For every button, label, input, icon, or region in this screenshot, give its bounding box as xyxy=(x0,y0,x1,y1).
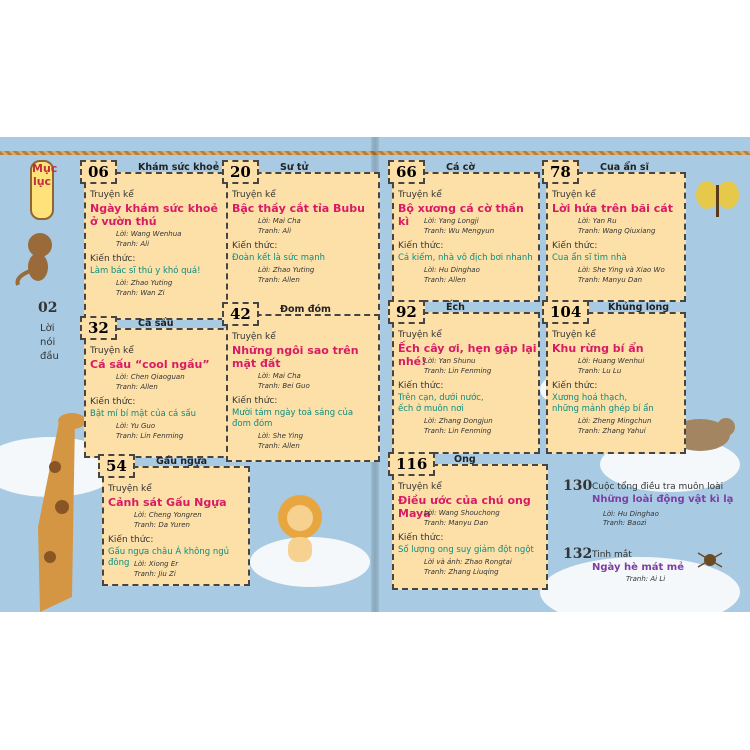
knowledge-title: Mười tám ngày toả sáng của xyxy=(232,408,354,418)
credit: Lời: Zhao Yuting xyxy=(116,279,173,287)
story-label: Truyện kể xyxy=(108,484,152,494)
credit: Tranh: Wan Zi xyxy=(116,289,165,297)
page-number: 54 xyxy=(98,454,135,478)
page-number: 66 xyxy=(388,160,425,184)
knowledge-label: Kiến thức: xyxy=(90,254,136,264)
story-label: Truyện kể xyxy=(90,346,134,356)
toc-title: Mục lục xyxy=(32,162,58,188)
category-label: Ếch xyxy=(446,302,465,313)
credit: Tranh: Wang Qiuxiang xyxy=(578,227,656,235)
toc-card-20[interactable] xyxy=(226,162,380,320)
category-label: Cá sấu xyxy=(138,318,174,329)
knowledge-label: Kiến thức: xyxy=(398,533,444,543)
page-number: 92 xyxy=(388,300,425,324)
credit: Tranh: Lu Lu xyxy=(578,367,622,375)
knowledge-label: Kiến thức: xyxy=(552,241,598,251)
credit: Tranh: Jiu Zi xyxy=(134,570,176,578)
category-label: Ong xyxy=(454,454,476,465)
knowledge-label: Kiến thức: xyxy=(232,241,278,251)
intro-label-line: đầu xyxy=(40,351,59,362)
story-label: Truyện kể xyxy=(398,190,442,200)
story-title: ở vườn thú xyxy=(90,215,157,228)
credit: Lời: Mai Cha xyxy=(258,217,301,225)
knowledge-label: Kiến thức: xyxy=(108,535,154,545)
toc-card-06[interactable] xyxy=(84,162,234,320)
story-title: mặt đất xyxy=(232,357,281,370)
knowledge-label: Kiến thức: xyxy=(398,381,444,391)
knowledge-title: Đoàn kết là sức mạnh xyxy=(232,253,325,263)
toc-card-66[interactable] xyxy=(392,162,540,302)
credit: Tranh: Wu Mengyun xyxy=(424,227,495,235)
entry-label: Tinh mắt xyxy=(592,550,632,560)
story-title: Ếch cây ơi, hẹn gặp lại nhé! xyxy=(398,342,537,368)
credit: Lời: Zhao Yuting xyxy=(258,266,315,274)
toc-card-32[interactable] xyxy=(84,318,234,458)
story-label: Truyện kể xyxy=(232,332,276,342)
knowledge-title: Gấu ngựa châu Á không ngủ đông xyxy=(108,547,230,568)
credit: Tranh: Da Yuren xyxy=(134,521,190,529)
page-number: 78 xyxy=(542,160,579,184)
credit: Tranh: Manyu Dan xyxy=(424,519,489,527)
story-label: Truyện kể xyxy=(90,190,134,200)
credit: Lời và ảnh: Zhao Rongtai xyxy=(424,558,512,566)
credit: Lời: Yu Guo xyxy=(116,422,156,430)
knowledge-title: đom đóm xyxy=(232,419,273,429)
credit: Lời: Wang Shouchong xyxy=(424,509,500,517)
credit: Tranh: Allen xyxy=(424,276,466,284)
entry-number: 132 xyxy=(563,546,593,562)
category-label: Gấu ngựa xyxy=(156,456,208,467)
credit: Tranh: Ali xyxy=(258,227,292,235)
entry-credit: Tranh: Ai Li xyxy=(626,575,666,583)
credit: Lời: Huang Wenhui xyxy=(578,357,645,365)
story-label: Truyện kể xyxy=(398,482,442,492)
story-title: Cảnh sát Gấu Ngựa xyxy=(108,496,227,509)
credit: Lời: Hu Dinghao xyxy=(424,266,480,274)
intro-label-line: Lời xyxy=(40,323,55,334)
credit: Tranh: Zhang Liuqing xyxy=(424,568,499,576)
credit: Tranh: Zhang Yahui xyxy=(578,427,646,435)
credit: Tranh: Ali xyxy=(116,240,150,248)
knowledge-title: Bật mí bí mật của cá sấu xyxy=(90,409,196,419)
spider-illustration xyxy=(695,545,725,575)
category-label: Khủng long xyxy=(608,302,670,313)
knowledge-label: Kiến thức: xyxy=(90,397,136,407)
category-label: Khám sức khoẻ xyxy=(138,162,220,173)
credit: Tranh: Allen xyxy=(116,383,158,391)
story-title: Bậc thầy cắt tỉa Bubu xyxy=(232,202,365,215)
toc-card-78[interactable] xyxy=(546,162,686,302)
category-label: Sư tử xyxy=(280,162,309,173)
page-number: 20 xyxy=(222,160,259,184)
story-title: Những ngôi sao trên xyxy=(232,344,359,357)
entry-label: Cuộc tổng điều tra muôn loài xyxy=(592,482,724,492)
story-label: Truyện kể xyxy=(552,330,596,340)
story-title: Bộ xương cá cờ thần kì xyxy=(398,202,524,228)
credit: Tranh: Lin Fenming xyxy=(116,432,184,440)
category-label: Cá cờ xyxy=(446,162,475,173)
knowledge-label: Kiến thức: xyxy=(232,396,278,406)
intro-number: 02 xyxy=(38,300,58,316)
credit: Lời: Chen Qiaoguan xyxy=(116,373,185,381)
credit: Tranh: Bei Guo xyxy=(258,382,310,390)
credit: Lời: Mai Cha xyxy=(258,372,301,380)
page-number: 06 xyxy=(80,160,117,184)
page-number: 116 xyxy=(388,452,435,476)
credit: Lời: She Ying và Xiao Wo xyxy=(578,266,665,274)
lion-illustration xyxy=(270,492,330,567)
story-label: Truyện kể xyxy=(232,190,276,200)
page-number: 104 xyxy=(542,300,589,324)
entry-credit: Lời: Hu Dinghao xyxy=(603,510,659,518)
credit: Tranh: Lin Fenming xyxy=(424,427,492,435)
credit: Tranh: Lin Fenming xyxy=(424,367,492,375)
credit: Lời: Yan Shunu xyxy=(424,357,476,365)
story-title: Lời hứa trên bãi cát xyxy=(552,202,673,215)
category-label: Cua ẩn sĩ xyxy=(600,162,649,173)
toc-card-116[interactable] xyxy=(392,454,548,590)
story-label: Truyện kể xyxy=(398,330,442,340)
toc-card-54[interactable] xyxy=(102,456,250,586)
page-number: 32 xyxy=(80,316,117,340)
knowledge-title: Xương hoá thạch, xyxy=(552,393,628,403)
knowledge-label: Kiến thức: xyxy=(398,241,444,251)
credit: Lời: Zheng Mingchun xyxy=(578,417,652,425)
knowledge-label: Kiến thức: xyxy=(552,381,598,391)
story-label: Truyện kể xyxy=(552,190,596,200)
story-title: Khu rừng bí ẩn xyxy=(552,342,644,355)
toc-card-104[interactable] xyxy=(546,302,686,454)
toc-card-42[interactable] xyxy=(226,304,380,462)
toc-card-92[interactable] xyxy=(392,302,540,454)
category-label: Đom đóm xyxy=(280,304,331,315)
credit: Lời: Yang Longji xyxy=(424,217,479,225)
credit: Lời: Xiong Er xyxy=(134,560,179,568)
entry-credit: Tranh: Baozi xyxy=(603,519,647,527)
credit: Lời: Yan Ru xyxy=(578,217,617,225)
credit: Tranh: Allen xyxy=(258,276,300,284)
toc-badge xyxy=(30,160,58,220)
credit: Lời: Cheng Yongren xyxy=(134,511,202,519)
knowledge-title: ếch ở muôn nơi xyxy=(398,404,464,414)
intro-label xyxy=(40,322,59,364)
entry-number: 130 xyxy=(563,478,593,494)
knowledge-title: Cua ẩn sĩ tìm nhà xyxy=(552,253,627,263)
credit: Lời: Wang Wenhua xyxy=(116,230,182,238)
story-title: Ngày khám sức khoẻ xyxy=(90,202,218,215)
monkey-illustration xyxy=(10,227,60,287)
credit: Lời: Zhang Dongjun xyxy=(424,417,493,425)
page-number: 42 xyxy=(222,302,259,326)
knowledge-title: Cá kiếm, nhà vô địch bơi nhanh xyxy=(398,253,533,263)
knowledge-title: Trên cạn, dưới nước, xyxy=(398,393,484,403)
intro-label-line: nói xyxy=(40,337,56,348)
entry-title: Những loài động vật kì lạ xyxy=(592,494,734,505)
story-title: Điều ước của chú ong Maya xyxy=(398,494,531,520)
entry-title: Ngày hè mát mẻ xyxy=(592,562,684,573)
story-title: Cá sấu “cool ngầu” xyxy=(90,358,210,371)
credit: Tranh: Allen xyxy=(258,442,300,450)
knowledge-title: Số lượng ong suy giảm đột ngột xyxy=(398,545,534,555)
knowledge-title: Làm bác sĩ thú y khó quá! xyxy=(90,266,201,276)
credit: Tranh: Manyu Dan xyxy=(578,276,643,284)
credit: Lời: She Ying xyxy=(258,432,304,440)
butterfly-illustration xyxy=(695,177,740,227)
knowledge-title: những mảnh ghép bí ẩn xyxy=(552,404,654,414)
